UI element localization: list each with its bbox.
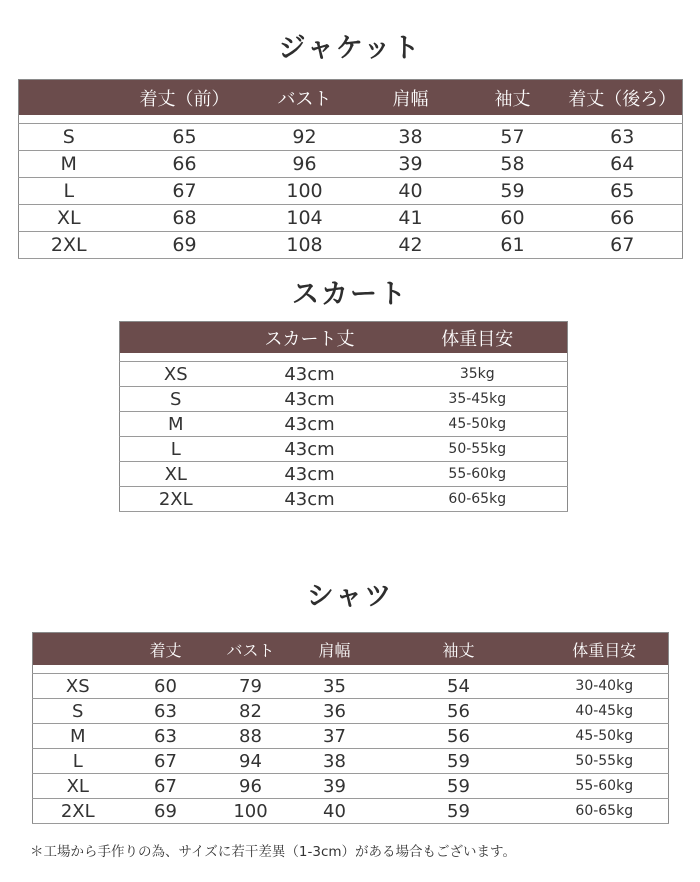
measurement-cell: 39 bbox=[359, 151, 463, 178]
measurement-cell: 43cm bbox=[232, 362, 388, 387]
header-cell: 袖丈 bbox=[463, 80, 563, 116]
table-row bbox=[19, 178, 683, 205]
header-cell: 肩幅 bbox=[293, 633, 377, 666]
skirt-size-table bbox=[119, 321, 568, 512]
size-label-cell: XL bbox=[120, 462, 232, 487]
measurement-cell: 92 bbox=[251, 124, 359, 151]
spacer-cell bbox=[19, 115, 683, 124]
header-cell: バスト bbox=[209, 633, 293, 666]
size-label-cell: 2XL bbox=[120, 487, 232, 512]
measurement-cell: 60 bbox=[123, 674, 209, 699]
measurement-cell: 35kg bbox=[388, 362, 568, 387]
jacket-size-table bbox=[18, 79, 683, 259]
table-row bbox=[120, 362, 568, 387]
measurement-cell: 43cm bbox=[232, 387, 388, 412]
size-label-cell: XS bbox=[120, 362, 232, 387]
header-cell-size bbox=[120, 322, 232, 354]
measurement-cell: 88 bbox=[209, 724, 293, 749]
size-label-cell: XL bbox=[33, 774, 123, 799]
measurement-cell: 57 bbox=[463, 124, 563, 151]
measurement-cell: 67 bbox=[563, 232, 683, 259]
size-label-cell: S bbox=[19, 124, 119, 151]
size-label-cell: XL bbox=[19, 205, 119, 232]
measurement-cell: 43cm bbox=[232, 462, 388, 487]
header-cell: 体重目安 bbox=[388, 322, 568, 354]
measurement-cell: 100 bbox=[209, 799, 293, 824]
measurement-cell: 64 bbox=[563, 151, 683, 178]
table-row bbox=[120, 462, 568, 487]
measurement-cell: 60 bbox=[463, 205, 563, 232]
measurement-cell: 94 bbox=[209, 749, 293, 774]
table-row bbox=[120, 437, 568, 462]
size-label-cell: L bbox=[33, 749, 123, 774]
measurement-cell: 37 bbox=[293, 724, 377, 749]
measurement-cell: 60-65kg bbox=[388, 487, 568, 512]
measurement-cell: 63 bbox=[563, 124, 683, 151]
table-row bbox=[120, 487, 568, 512]
measurement-cell: 66 bbox=[563, 205, 683, 232]
measurement-cell: 43cm bbox=[232, 487, 388, 512]
measurement-cell: 40 bbox=[293, 799, 377, 824]
size-label-cell: M bbox=[33, 724, 123, 749]
header-cell-size bbox=[19, 80, 119, 116]
size-label-cell: L bbox=[19, 178, 119, 205]
measurement-cell: 65 bbox=[119, 124, 251, 151]
measurement-cell: 59 bbox=[377, 774, 541, 799]
measurement-cell: 55-60kg bbox=[541, 774, 669, 799]
table-row bbox=[19, 232, 683, 259]
measurement-cell: 50-55kg bbox=[541, 749, 669, 774]
table-row bbox=[33, 799, 669, 824]
measurement-cell: 40 bbox=[359, 178, 463, 205]
table-row bbox=[33, 724, 669, 749]
measurement-cell: 65 bbox=[563, 178, 683, 205]
measurement-cell: 69 bbox=[119, 232, 251, 259]
measurement-cell: 35 bbox=[293, 674, 377, 699]
table-header-row bbox=[120, 322, 568, 354]
measurement-cell: 35-45kg bbox=[388, 387, 568, 412]
size-label-cell: L bbox=[120, 437, 232, 462]
shirt-size-table bbox=[32, 632, 669, 824]
measurement-cell: 68 bbox=[119, 205, 251, 232]
table-row bbox=[33, 749, 669, 774]
measurement-cell: 96 bbox=[251, 151, 359, 178]
measurement-cell: 67 bbox=[123, 774, 209, 799]
measurement-cell: 30-40kg bbox=[541, 674, 669, 699]
header-cell: 着丈 bbox=[123, 633, 209, 666]
header-cell: 袖丈 bbox=[377, 633, 541, 666]
header-cell: スカート丈 bbox=[232, 322, 388, 354]
measurement-cell: 61 bbox=[463, 232, 563, 259]
table-row bbox=[19, 151, 683, 178]
measurement-cell: 63 bbox=[123, 724, 209, 749]
table-row bbox=[33, 699, 669, 724]
measurement-cell: 100 bbox=[251, 178, 359, 205]
table-header-row bbox=[33, 633, 669, 666]
header-cell: バスト bbox=[251, 80, 359, 116]
table-row bbox=[120, 387, 568, 412]
measurement-cell: 41 bbox=[359, 205, 463, 232]
size-label-cell: M bbox=[120, 412, 232, 437]
measurement-cell: 79 bbox=[209, 674, 293, 699]
measurement-cell: 82 bbox=[209, 699, 293, 724]
measurement-cell: 55-60kg bbox=[388, 462, 568, 487]
header-spacer bbox=[19, 115, 683, 124]
table-row bbox=[33, 774, 669, 799]
measurement-cell: 56 bbox=[377, 699, 541, 724]
measurement-cell: 50-55kg bbox=[388, 437, 568, 462]
jacket-title: ジャケット bbox=[278, 33, 422, 64]
table-row bbox=[120, 412, 568, 437]
measurement-cell: 59 bbox=[377, 799, 541, 824]
measurement-cell: 38 bbox=[293, 749, 377, 774]
measurement-cell: 59 bbox=[463, 178, 563, 205]
header-spacer bbox=[120, 353, 568, 362]
spacer-cell bbox=[120, 353, 568, 362]
header-cell-size bbox=[33, 633, 123, 666]
measurement-cell: 56 bbox=[377, 724, 541, 749]
measurement-cell: 42 bbox=[359, 232, 463, 259]
spacer-cell bbox=[33, 665, 669, 674]
measurement-cell: 59 bbox=[377, 749, 541, 774]
measurement-cell: 69 bbox=[123, 799, 209, 824]
size-label-cell: 2XL bbox=[19, 232, 119, 259]
size-label-cell: XS bbox=[33, 674, 123, 699]
header-cell: 着丈（前） bbox=[119, 80, 251, 116]
measurement-cell: 67 bbox=[119, 178, 251, 205]
measurement-cell: 54 bbox=[377, 674, 541, 699]
table-header-row bbox=[19, 80, 683, 116]
measurement-cell: 63 bbox=[123, 699, 209, 724]
measurement-cell: 45-50kg bbox=[541, 724, 669, 749]
measurement-cell: 39 bbox=[293, 774, 377, 799]
shirt-title: シャツ bbox=[306, 581, 394, 612]
size-label-cell: S bbox=[120, 387, 232, 412]
measurement-cell: 40-45kg bbox=[541, 699, 669, 724]
measurement-cell: 58 bbox=[463, 151, 563, 178]
table-row bbox=[19, 205, 683, 232]
measurement-cell: 36 bbox=[293, 699, 377, 724]
size-label-cell: S bbox=[33, 699, 123, 724]
skirt-title: スカート bbox=[292, 279, 408, 310]
footnote: ＊工場から手作りの為、サイズに若干差異（1-3cm）がある場合もございます。 bbox=[30, 844, 516, 860]
measurement-cell: 66 bbox=[119, 151, 251, 178]
header-spacer bbox=[33, 665, 669, 674]
size-label-cell: 2XL bbox=[33, 799, 123, 824]
measurement-cell: 43cm bbox=[232, 412, 388, 437]
table-row bbox=[33, 674, 669, 699]
measurement-cell: 104 bbox=[251, 205, 359, 232]
header-cell: 体重目安 bbox=[541, 633, 669, 666]
size-label-cell: M bbox=[19, 151, 119, 178]
header-cell: 着丈（後ろ） bbox=[563, 80, 683, 116]
measurement-cell: 108 bbox=[251, 232, 359, 259]
measurement-cell: 38 bbox=[359, 124, 463, 151]
header-cell: 肩幅 bbox=[359, 80, 463, 116]
measurement-cell: 43cm bbox=[232, 437, 388, 462]
measurement-cell: 60-65kg bbox=[541, 799, 669, 824]
table-row bbox=[19, 124, 683, 151]
measurement-cell: 67 bbox=[123, 749, 209, 774]
measurement-cell: 96 bbox=[209, 774, 293, 799]
measurement-cell: 45-50kg bbox=[388, 412, 568, 437]
